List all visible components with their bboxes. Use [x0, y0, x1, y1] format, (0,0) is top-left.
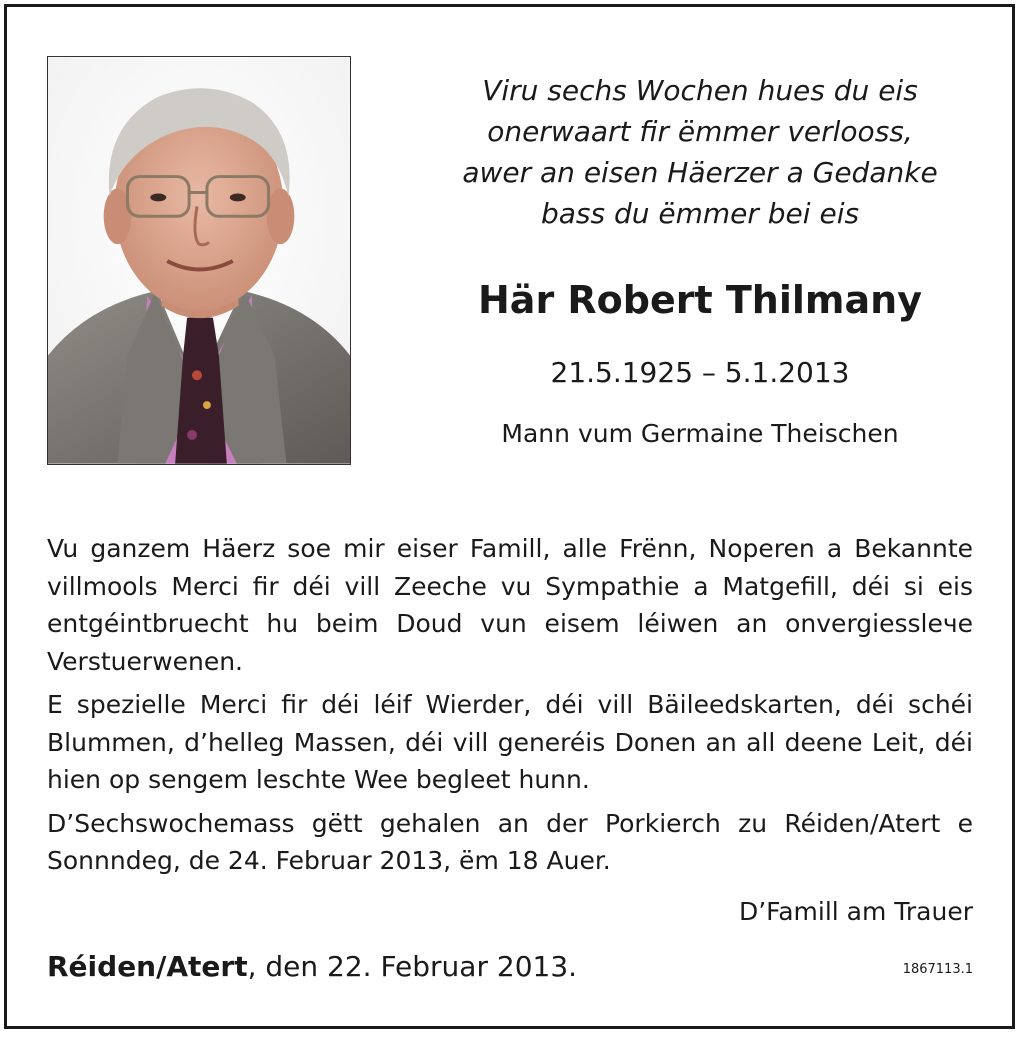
- paragraph: E spezielle Merci fir déi léif Wierder, déi vill Bäileedskarten, déi schéi Blummen, d’helleg Massen, déi vill generéis Donen an all deene Leit, déi hien op sengem leschte Wee begleet hunn.: [47, 690, 973, 794]
- portrait-photo: [47, 56, 351, 465]
- life-dates: 21.5.1925 – 5.1.2013: [550, 356, 850, 389]
- verse-line: bass du ëmmer bei eis: [540, 197, 860, 230]
- reference-number: 1867113.1: [902, 962, 973, 977]
- memorial-verse: [400, 70, 1000, 234]
- place-name: Réiden/Atert: [47, 950, 248, 983]
- thank-you-text: [47, 530, 973, 886]
- deceased-name: Här Robert Thilmany: [478, 278, 922, 322]
- verse-line: Viru sechs Wochen hues du eis: [482, 74, 918, 107]
- paragraph: D’Sechswochemass gëtt gehalen an der Porkierch zu Réiden/Atert e Sonnndeg, de 24. Februar 2013, ëm 18 Auer.: [47, 808, 973, 875]
- paragraph: Vu ganzem Häerz soe mir eiser Famill, alle Frënn, Noperen a Bekannte villmools Merci fir déi vill Zeeche vu Sympathie a Matgefill, déi si eis entgéintbruecht hu beim Doud vun eisem léiwen an onvergiesslече Verstuerwenen.: [47, 534, 973, 676]
- place-and-date: [47, 950, 577, 983]
- verse-line: onerwaart fir ëmmer verlooss,: [487, 115, 913, 148]
- verse-line: awer an eisen Häerzer a Gedanke: [462, 156, 938, 189]
- portrait-illustration: [48, 57, 350, 464]
- date-text: , den 22. Februar 2013.: [247, 950, 578, 983]
- spouse-line: Mann vum Germaine Theischen: [501, 419, 899, 448]
- family-signoff: D’Famill am Trauer: [738, 897, 973, 926]
